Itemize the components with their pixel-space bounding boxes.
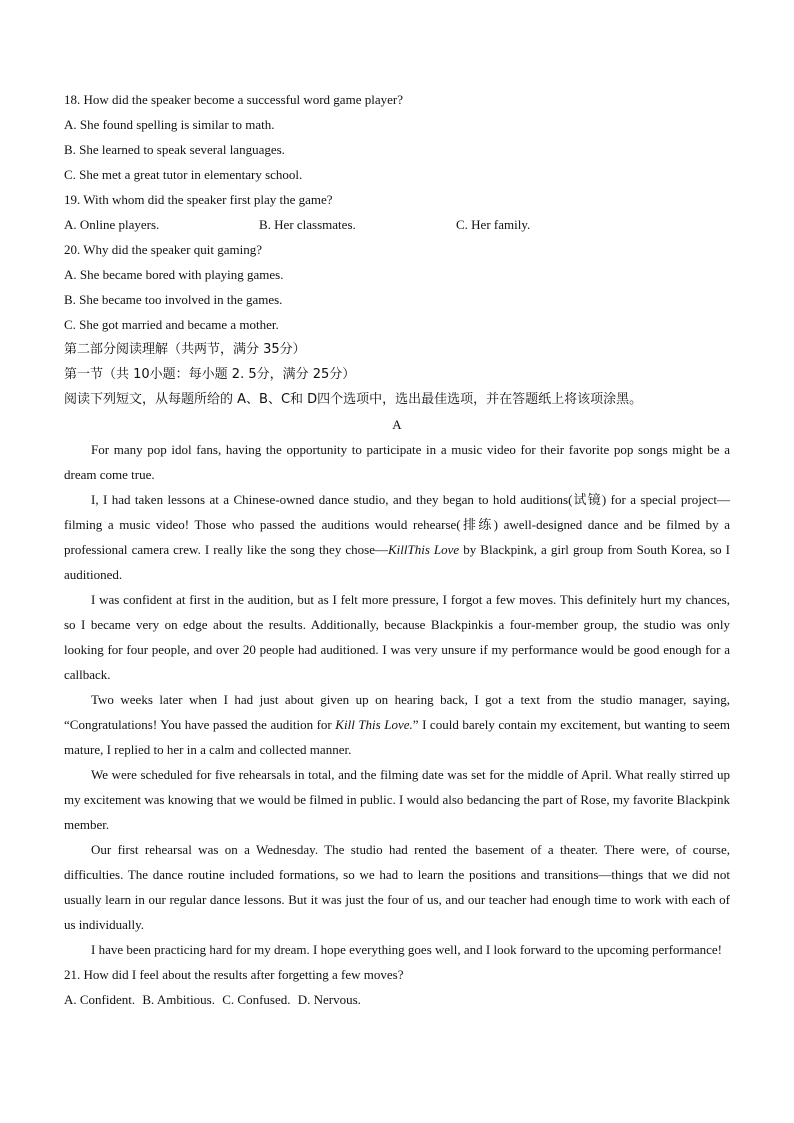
question-21-option-b: B. Ambitious. [142,992,215,1007]
passage-label: A [392,417,402,432]
question-19-option-b: B. Her classmates. [259,217,356,232]
passage-paragraph-7: I have been practicing hard for my dream. I hope everything goes well, and I look forward to the upcoming performance! [91,942,722,957]
question-18-option-b: B. She learned to speak several languages. [64,142,285,157]
question-20-stem: 20. Why did the speaker quit gaming? [64,242,262,257]
passage-paragraph-4 [64,687,730,762]
paragraph-4-text-a: Two weeks later when I had just about given up on hearing back, I got a text from the studio manager, saying, “Congratulations! You have passed the audition for [64,692,730,732]
section-instruction: 阅读下列短文，从每题所给的 A、B、C和 D四个选项中，选出最佳选项，并在答题纸上将该项涂黑。 [64,392,643,407]
question-21-stem: 21. How did I feel about the results after forgetting a few moves? [64,967,404,982]
paragraph-4-text-b: ” I could barely contain my excitement, but wanting to seem mature, I replied to her in a calm and collected manner. [64,717,730,757]
question-19-option-c: C. Her family. [456,217,531,232]
question-18-option-c: C. She met a great tutor in elementary school. [64,167,303,182]
question-19-option-a: A. Online players. [64,217,160,232]
question-19-options [64,212,730,237]
question-21-option-a: A. Confident. [64,992,136,1007]
question-20-option-c: C. She got married and became a mother. [64,317,279,332]
passage-paragraph-1: For many pop idol fans, having the opportunity to participate in a music video for their favorite pop songs might be a dream come true. [64,442,730,482]
question-21-options [64,987,730,1012]
part-title: 第二部分阅读理解（共两节，满分 35分） [64,342,306,357]
passage-paragraph-2 [64,487,730,587]
question-20-option-b: B. She became too involved in the games. [64,292,283,307]
song-title-quote: Kill This Love. [335,717,413,732]
passage-paragraph-3: I was confident at first in the audition, but as I felt more pressure, I forgot a few moves. This definitely hurt my chances, so I became very on edge about the results. Additionally, because Blackpinkis a four-member group, the studio was only looking for four people, and over 20 people had auditioned. I was very unsure if my performance would be good enough for a callback. [64,592,730,682]
passage-paragraph-5: We were scheduled for five rehearsals in total, and the filming date was set for the middle of April. What really stirred up my excitement was knowing that we would be filmed in public. I would also bedancing the part of Rose, my favorite Blackpink member. [64,767,730,832]
question-18-stem: 18. How did the speaker become a successful word game player? [64,92,403,107]
question-21-option-d: D. Nervous. [297,992,361,1007]
question-20-option-a: A. She became bored with playing games. [64,267,284,282]
song-title: KillThis Love [387,542,460,557]
passage-paragraph-6: Our first rehearsal was on a Wednesday. The studio had rented the basement of a theater. There were, of course, difficulties. The dance routine included formations, so we had to learn the positions and transitions—things that we did not usually learn in our regular dance lessons. But it was just the four of us, and our teacher had enough time to work with each of us individually. [64,842,730,932]
question-21-option-c: C. Confused. [222,992,291,1007]
section-subtitle: 第一节（共 10小题：每小题 2. 5分，满分 25分） [64,367,356,382]
paragraph-2-text-b: by Blackpink, a girl group from South Korea, so I auditioned. [64,542,731,582]
paragraph-2-text-a: I, I had taken lessons at a Chinese-owned dance studio, and they began to hold auditions(试镜) for a special project—filming a music video! Those who passed the auditions would rehearse(排练) awell-designed dance and be filmed by a professional camera crew. I really like the song they chose— [64,492,730,557]
question-18-option-a: A. She found spelling is similar to math. [64,117,275,132]
question-19-stem: 19. With whom did the speaker first play the game? [64,192,333,207]
